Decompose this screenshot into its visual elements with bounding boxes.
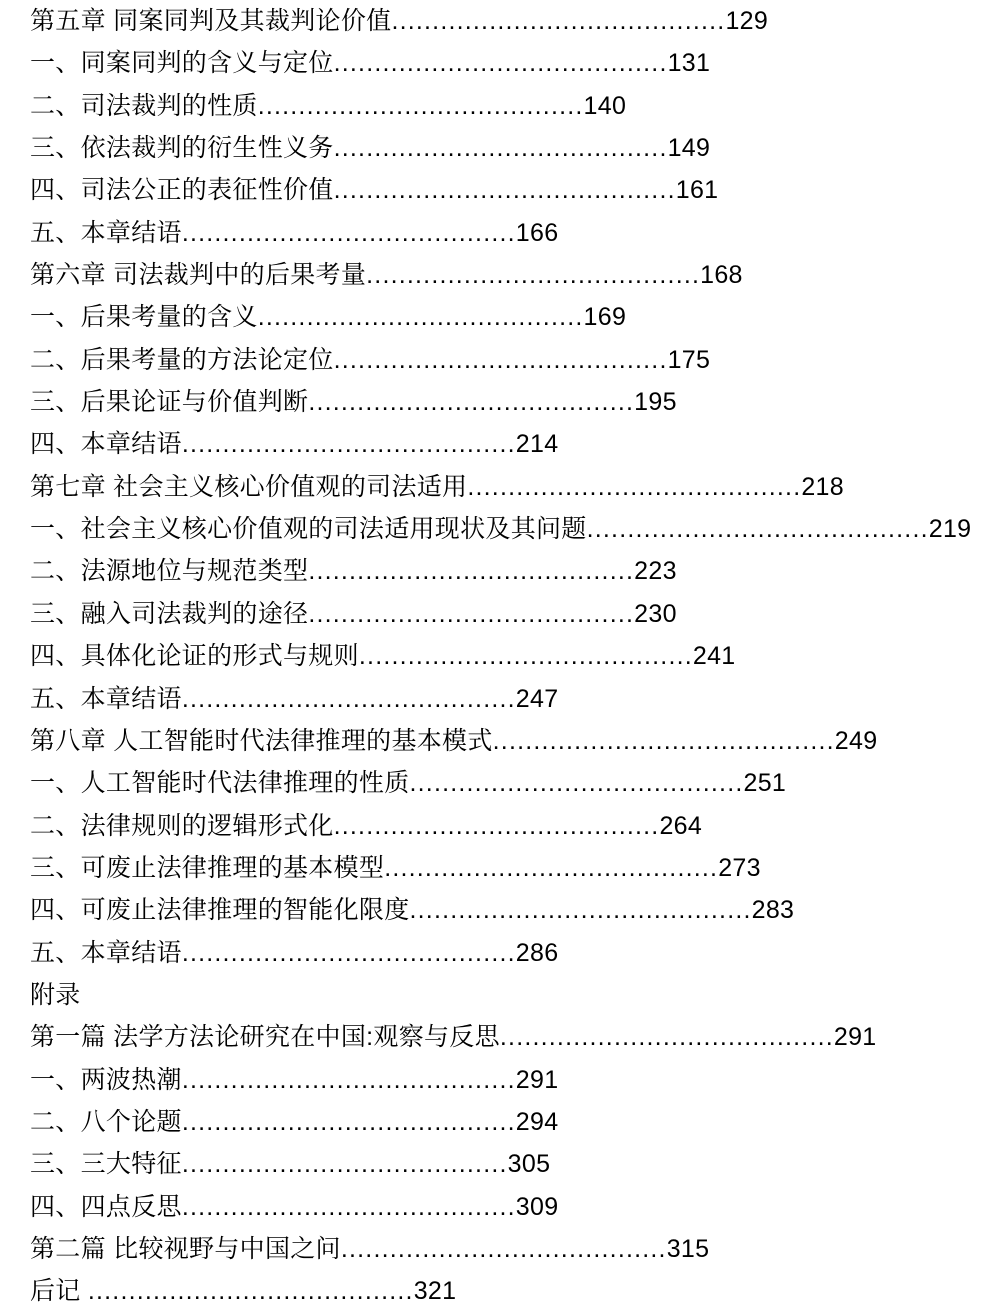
toc-page-number: 195 xyxy=(634,388,677,417)
toc-entry xyxy=(30,1059,990,1101)
toc-leader-dots: ......................................... xyxy=(333,134,668,163)
toc-page-number: 166 xyxy=(515,218,559,247)
toc-entry-label: 四、本章结语 xyxy=(30,430,182,459)
toc-entry xyxy=(30,169,990,211)
toc-leader-dots: ......................................... xyxy=(499,1023,834,1052)
toc-leader-dots: ........................................ xyxy=(308,599,635,628)
toc-entry-label: 三、融入司法裁判的途径 xyxy=(30,599,309,628)
toc-page-number: 264 xyxy=(659,811,703,840)
toc-entry xyxy=(30,1016,990,1058)
toc-entry xyxy=(30,339,990,381)
toc-entry xyxy=(30,254,990,296)
toc-leader-dots: ........................................ xyxy=(87,1277,414,1306)
toc-page-number: 315 xyxy=(666,1234,710,1263)
toc-entry-label: 第七章 社会主义核心价值观的司法适用 xyxy=(30,472,468,501)
toc-entry xyxy=(30,635,990,677)
toc-entry xyxy=(30,1101,990,1143)
toc-entry xyxy=(30,0,990,42)
toc-leader-dots: ......................................... xyxy=(181,430,516,459)
toc-entry-label: 二、司法裁判的性质 xyxy=(30,91,258,120)
toc-entry xyxy=(30,932,990,974)
toc-entry xyxy=(30,296,990,338)
toc-leader-dots: ......................................... xyxy=(366,261,701,290)
toc-entry-label: 一、同案同判的含义与定位 xyxy=(30,49,334,78)
toc-page-number: 230 xyxy=(634,599,677,628)
toc-entry-label: 四、具体化论证的形式与规则 xyxy=(30,642,359,671)
toc-leader-dots: ......................................... xyxy=(181,1107,516,1136)
toc-entry-label: 二、八个论题 xyxy=(30,1107,182,1136)
toc-leader-dots: .......................................... xyxy=(492,726,835,755)
toc-leader-dots: .......................................... xyxy=(586,515,929,544)
toc-page-number: 161 xyxy=(675,176,719,205)
toc-leader-dots: ......................................... xyxy=(181,1065,516,1094)
toc-page-number: 251 xyxy=(743,769,787,798)
toc-page-number: 169 xyxy=(583,303,627,332)
toc-entry-label: 二、法源地位与规范类型 xyxy=(30,557,309,586)
toc-entry xyxy=(30,678,990,720)
toc-page-number: 291 xyxy=(833,1023,877,1052)
toc-page-number: 283 xyxy=(751,896,795,925)
toc-page-number: 321 xyxy=(413,1277,457,1306)
toc-entry xyxy=(30,1270,990,1312)
toc-page-number: 214 xyxy=(515,430,559,459)
toc-entry-label: 一、人工智能时代法律推理的性质 xyxy=(30,769,410,798)
toc-entry-label: 第二篇 比较视野与中国之问 xyxy=(30,1234,341,1263)
toc-leader-dots: ........................................ xyxy=(257,303,584,332)
toc-page-number: 309 xyxy=(515,1192,559,1221)
toc-entry xyxy=(30,85,990,127)
toc-page-number: 129 xyxy=(725,7,769,35)
toc-leader-dots: ........................................ xyxy=(181,1150,508,1179)
toc-entry-label: 三、可废止法律推理的基本模型 xyxy=(30,853,385,882)
toc-entry xyxy=(30,847,990,889)
toc-leader-dots: .......................................... xyxy=(409,896,752,925)
toc-entry xyxy=(30,466,990,508)
toc-page-number: 149 xyxy=(667,134,711,163)
toc-page-number: 175 xyxy=(667,345,711,374)
toc-leader-dots: ......................................... xyxy=(333,49,668,78)
toc-entry xyxy=(30,1186,990,1228)
toc-entry-label: 第一篇 法学方法论研究在中国:观察与反思 xyxy=(30,1023,500,1052)
toc-entry-label: 二、法律规则的逻辑形式化 xyxy=(30,811,334,840)
toc-entry-label: 一、后果考量的含义 xyxy=(30,303,258,332)
toc-entry xyxy=(30,508,990,550)
toc-entry xyxy=(30,1143,990,1185)
toc-leader-dots: ........................................ xyxy=(308,557,635,586)
toc-page-number: 223 xyxy=(634,557,677,586)
toc-page-number: 286 xyxy=(515,938,559,967)
toc-entry xyxy=(30,762,990,804)
toc-entry-label: 四、四点反思 xyxy=(30,1192,182,1221)
toc-leader-dots: .......................................... xyxy=(333,176,676,205)
toc-page-number: 241 xyxy=(692,642,736,671)
toc-leader-dots: ......................................... xyxy=(391,7,726,35)
toc-entry xyxy=(30,1228,990,1270)
toc-leader-dots: ......................................... xyxy=(181,218,516,247)
toc-leader-dots: ......................................... xyxy=(181,684,516,713)
toc-entry xyxy=(30,127,990,169)
toc-page-number: 131 xyxy=(667,49,711,78)
toc-entry xyxy=(30,212,990,254)
toc-entry-label: 一、社会主义核心价值观的司法适用现状及其问题 xyxy=(30,515,587,544)
toc-page-number: 247 xyxy=(515,684,559,713)
toc-entry-label: 附录 xyxy=(30,980,81,1009)
toc-leader-dots: ......................................... xyxy=(181,938,516,967)
toc-leader-dots: ......................................... xyxy=(384,853,719,882)
toc-leader-dots: ........................................ xyxy=(308,388,635,417)
toc-page-number: 249 xyxy=(834,726,878,755)
toc-entry-label: 后记 xyxy=(30,1277,88,1306)
toc-list xyxy=(30,0,990,1313)
toc-entry xyxy=(30,423,990,465)
toc-entry xyxy=(30,381,990,423)
toc-page-number: 219 xyxy=(928,515,972,544)
toc-leader-dots: ........................................ xyxy=(333,811,660,840)
toc-entry xyxy=(30,805,990,847)
toc-entry-label: 第五章 同案同判及其裁判论价值 xyxy=(30,7,392,35)
toc-page-number: 218 xyxy=(801,472,844,501)
toc-entry-label: 四、司法公正的表征性价值 xyxy=(30,176,334,205)
toc-entry-label: 二、后果考量的方法论定位 xyxy=(30,345,334,374)
toc-entry xyxy=(30,593,990,635)
toc-entry-label: 五、本章结语 xyxy=(30,218,182,247)
toc-entry-label: 三、三大特征 xyxy=(30,1150,182,1179)
toc-page-number: 140 xyxy=(583,91,627,120)
toc-entry xyxy=(30,720,990,762)
toc-leader-dots: ........................................ xyxy=(257,91,584,120)
toc-leader-dots: ......................................... xyxy=(181,1192,516,1221)
toc-leader-dots: ......................................... xyxy=(467,472,802,501)
toc-entry-label: 一、两波热潮 xyxy=(30,1065,182,1094)
toc-page-number: 294 xyxy=(515,1107,559,1136)
toc-page-number: 291 xyxy=(515,1065,559,1094)
toc-leader-dots: ......................................... xyxy=(409,769,744,798)
toc-entry-label: 第八章 人工智能时代法律推理的基本模式 xyxy=(30,726,493,755)
toc-leader-dots: ......................................... xyxy=(358,642,693,671)
toc-entry-label: 三、后果论证与价值判断 xyxy=(30,388,309,417)
toc-entry-label: 第六章 司法裁判中的后果考量 xyxy=(30,261,367,290)
toc-page-number: 273 xyxy=(718,853,761,882)
toc-page-number: 168 xyxy=(700,261,743,290)
toc-page-number: 305 xyxy=(507,1150,551,1179)
toc-entry-label: 五、本章结语 xyxy=(30,938,182,967)
toc-entry-label: 五、本章结语 xyxy=(30,684,182,713)
toc-entry xyxy=(30,42,990,84)
toc-entry-label: 三、依法裁判的衍生性义务 xyxy=(30,134,334,163)
toc-leader-dots: ........................................ xyxy=(340,1234,667,1263)
toc-entry xyxy=(30,889,990,931)
toc-entry-label: 四、可废止法律推理的智能化限度 xyxy=(30,896,410,925)
toc-leader-dots: ......................................... xyxy=(333,345,668,374)
toc-entry xyxy=(30,550,990,592)
toc-entry xyxy=(30,974,990,1016)
